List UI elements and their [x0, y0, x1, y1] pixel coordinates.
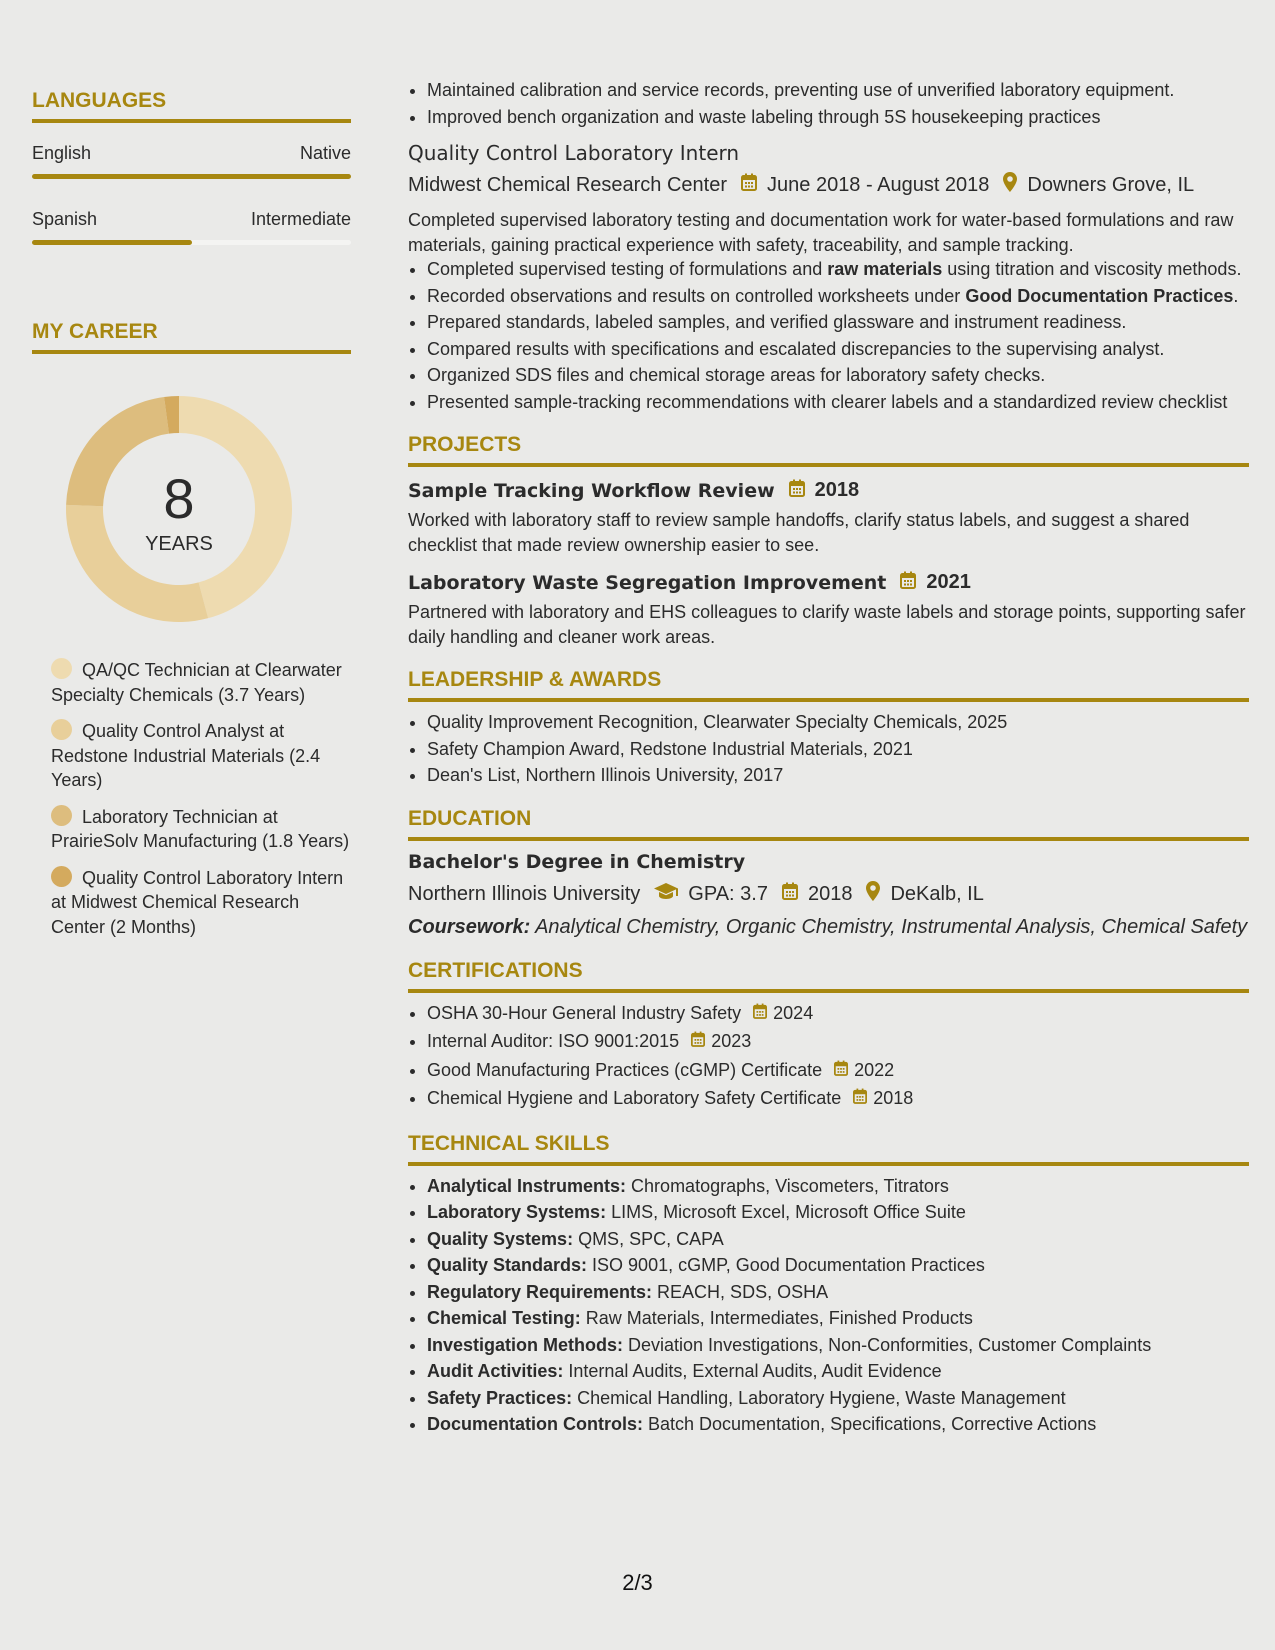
- skill-value: Chromatographs, Viscometers, Titrators: [626, 1175, 949, 1196]
- calendar-icon: [741, 173, 757, 197]
- graduation-cap-icon: [654, 882, 678, 906]
- calendar-icon: [753, 1003, 767, 1028]
- skill-label: Quality Standards:: [427, 1255, 588, 1276]
- language-name: English: [32, 143, 92, 164]
- list-item: • Quality Improvement Recognition, Clearwater Specialty Chemicals, 2025: [427, 710, 1249, 735]
- job-title: Quality Control Laboratory Intern: [408, 141, 740, 165]
- list-item: [427, 1359, 1249, 1384]
- language-proficiency-bar: [32, 174, 351, 179]
- list-item: • Presented sample-tracking recommendations with clearer labels and a standardized review checklist: [427, 390, 1249, 415]
- cert-name: Chemical Hygiene and Laboratory Safety Certificate: [427, 1088, 842, 1109]
- bullet-text: .: [1233, 285, 1239, 306]
- list-item: • Prepared standards, labeled samples, and verified glassware and instrument readiness.: [427, 310, 1249, 335]
- skill-value: Deviation Investigations, Non-Conformities, Customer Complaints: [623, 1334, 1152, 1355]
- language-item-spanish: [32, 209, 351, 230]
- skill-label: Laboratory Systems:: [427, 1202, 607, 1223]
- job-company: Midwest Chemical Research Center: [408, 173, 728, 196]
- legend-label: Laboratory Technician at PrairieSolv Manufacturing (1.8 Years): [51, 806, 350, 852]
- language-proficiency-bar: [32, 240, 351, 245]
- education-gpa: GPA: 3.7: [688, 882, 768, 905]
- section-divider: [408, 698, 1249, 702]
- certifications-section: [408, 958, 1249, 1113]
- bullet-text: Completed supervised testing of formulations and: [427, 259, 828, 279]
- education-degree: Bachelor's Degree in Chemistry: [408, 851, 746, 874]
- education-title: EDUCATION: [408, 806, 532, 830]
- previous-job-bullets: [408, 78, 1249, 129]
- education-location: DeKalb, IL: [890, 882, 984, 905]
- bullet-emphasis: Good Documentation Practices: [965, 285, 1234, 306]
- skill-label: Documentation Controls:: [427, 1414, 643, 1435]
- awards-section: [408, 667, 1249, 788]
- project-name: Laboratory Waste Segregation Improvement: [408, 571, 887, 594]
- skill-value: Chemical Handling, Laboratory Hygiene, Waste Management: [572, 1387, 1066, 1408]
- section-divider: [408, 1162, 1249, 1166]
- skills-section: [408, 1131, 1249, 1437]
- certifications-title: CERTIFICATIONS: [408, 958, 583, 982]
- list-item: [427, 1253, 1249, 1278]
- list-item: [427, 284, 1249, 309]
- list-item: [427, 1200, 1249, 1225]
- section-divider: [32, 119, 351, 123]
- awards-title: LEADERSHIP & AWARDS: [408, 668, 662, 692]
- projects-title: PROJECTS: [408, 433, 522, 456]
- skill-value: LIMS, Microsoft Excel, Microsoft Office Suite: [606, 1202, 966, 1223]
- language-proficiency-fill: [32, 240, 192, 245]
- list-item: • Dean's List, Northern Illinois University, 2017: [427, 763, 1249, 788]
- coursework-label: Coursework:: [408, 916, 531, 939]
- right-column: [408, 78, 1249, 1439]
- skill-label: Regulatory Requirements:: [427, 1281, 653, 1302]
- calendar-icon: [691, 1031, 705, 1056]
- job-summary: Completed supervised laboratory testing and documentation work for water-based formulations and raw materials, gaining practical experience with safety, traceability, and sample tracking.: [408, 210, 1234, 255]
- language-proficiency-fill: [32, 174, 351, 179]
- legend-item: [51, 658, 351, 707]
- languages-section: [32, 88, 351, 245]
- bullet-text: Recorded observations and results on controlled worksheets under: [427, 285, 966, 306]
- skill-value: ISO 9001, cGMP, Good Documentation Practices: [587, 1255, 985, 1276]
- skill-label: Chemical Testing:: [427, 1308, 581, 1329]
- skill-label: Investigation Methods:: [427, 1334, 624, 1355]
- calendar-icon: [834, 1060, 848, 1085]
- total-years-label: YEARS: [145, 533, 213, 556]
- project-year: 2021: [926, 571, 971, 594]
- certifications-list: [408, 1001, 1249, 1113]
- language-level: Native: [299, 143, 351, 164]
- list-item: [427, 1174, 1249, 1199]
- skill-label: Analytical Instruments:: [427, 1175, 627, 1196]
- education-school: Northern Illinois University: [408, 882, 641, 905]
- section-divider: [32, 350, 351, 354]
- calendar-icon: [789, 479, 805, 502]
- section-divider: [408, 463, 1249, 467]
- bullet-emphasis: raw materials: [827, 259, 943, 279]
- list-item: [427, 1086, 1249, 1113]
- skill-value: Batch Documentation, Specifications, Corrective Actions: [643, 1414, 1097, 1435]
- calendar-icon: [900, 571, 916, 594]
- skill-label: Quality Systems:: [427, 1228, 574, 1249]
- project-title: [408, 571, 1249, 594]
- career-legend: [51, 658, 351, 939]
- job-dates: June 2018 - August 2018: [767, 173, 990, 196]
- list-item: [427, 1058, 1249, 1085]
- list-item: [427, 1280, 1249, 1305]
- legend-item: [51, 805, 351, 854]
- projects-section: [408, 432, 1249, 649]
- cert-year: 2018: [873, 1088, 914, 1109]
- calendar-icon: [782, 882, 798, 906]
- legend-item: [51, 866, 351, 940]
- project-title: [408, 479, 1249, 502]
- career-title: MY CAREER: [32, 320, 158, 344]
- career-donut-chart: [66, 396, 292, 622]
- legend-item: [51, 719, 351, 793]
- legend-label: Quality Control Analyst at Redstone Industrial Materials (2.4 Years): [51, 721, 321, 791]
- cert-year: 2022: [854, 1059, 895, 1080]
- location-pin-icon: [1003, 172, 1017, 198]
- list-item: • Maintained calibration and service records, preventing use of unverified laboratory equipment.: [427, 78, 1249, 103]
- list-item: • Organized SDS files and chemical storage areas for laboratory safety checks.: [427, 363, 1249, 388]
- skills-list: [408, 1174, 1249, 1437]
- list-item: [427, 1227, 1249, 1252]
- list-item: • Safety Champion Award, Redstone Industrial Materials, 2021: [427, 737, 1249, 762]
- legend-label: Quality Control Laboratory Intern at Midwest Chemical Research Center (2 Months): [51, 867, 344, 937]
- list-item: [427, 1412, 1249, 1437]
- list-item: [427, 1001, 1249, 1028]
- education-year: 2018: [807, 882, 853, 905]
- cert-name: Internal Auditor: ISO 9001:2015: [427, 1031, 680, 1052]
- cert-year: 2023: [711, 1031, 752, 1052]
- coursework: [408, 915, 1249, 940]
- section-divider: [408, 837, 1249, 841]
- skill-value: QMS, SPC, CAPA: [573, 1228, 724, 1249]
- skill-label: Safety Practices:: [427, 1387, 573, 1408]
- job-bullets: [408, 257, 1249, 414]
- project-description: Worked with laboratory staff to review sample handoffs, clarify status labels, and suggest a shared checklist that made review ownership easier to see.: [408, 510, 1190, 555]
- section-divider: [408, 989, 1249, 993]
- project-name: Sample Tracking Workflow Review: [408, 479, 775, 502]
- location-pin-icon: [866, 881, 880, 907]
- skill-value: Raw Materials, Intermediates, Finished Products: [580, 1308, 973, 1329]
- calendar-icon: [853, 1088, 867, 1113]
- legend-label: QA/QC Technician at Clearwater Specialty Chemicals (3.7 Years): [51, 660, 342, 705]
- list-item: [427, 1029, 1249, 1056]
- legend-swatch: [51, 805, 72, 826]
- career-section: [32, 319, 351, 939]
- bullet-text: using titration and viscosity methods.: [942, 259, 1242, 279]
- list-item: [427, 257, 1249, 282]
- list-item: [427, 1386, 1249, 1411]
- education-section: [408, 806, 1249, 940]
- legend-swatch: [51, 719, 72, 740]
- education-meta: [408, 881, 1249, 907]
- skill-label: Audit Activities:: [427, 1361, 564, 1382]
- language-level: Intermediate: [250, 209, 351, 230]
- list-item: [427, 1306, 1249, 1331]
- experience-section: [408, 78, 1249, 414]
- job-location: Downers Grove, IL: [1027, 173, 1195, 196]
- job-meta: [408, 172, 1249, 198]
- skill-value: REACH, SDS, OSHA: [652, 1281, 829, 1302]
- legend-swatch: [51, 866, 72, 887]
- total-years-value: 8: [163, 467, 195, 531]
- languages-title: LANGUAGES: [32, 89, 167, 112]
- list-item: [427, 1333, 1249, 1358]
- coursework-list: Analytical Chemistry, Organic Chemistry, Instrumental Analysis, Chemical Safety: [530, 916, 1248, 939]
- legend-swatch: [51, 658, 72, 679]
- cert-name: OSHA 30-Hour General Industry Safety: [427, 1002, 742, 1023]
- language-name: Spanish: [32, 209, 98, 230]
- cert-year: 2024: [773, 1002, 814, 1023]
- left-column: [32, 88, 351, 951]
- donut-center: [66, 396, 292, 556]
- language-item-english: [32, 143, 351, 164]
- list-item: • Improved bench organization and waste labeling through 5S housekeeping practices: [427, 105, 1249, 130]
- page-number: 2/3: [622, 1570, 653, 1595]
- skill-value: Internal Audits, External Audits, Audit Evidence: [563, 1361, 942, 1382]
- awards-list: [408, 710, 1249, 788]
- project-description: Partnered with laboratory and EHS colleagues to clarify waste labels and storage points, supporting safer daily handling and cleaner work areas.: [408, 602, 1246, 647]
- project-year: 2018: [814, 479, 860, 502]
- skills-title: TECHNICAL SKILLS: [408, 1131, 610, 1155]
- list-item: • Compared results with specifications and escalated discrepancies to the supervising analyst.: [427, 337, 1249, 362]
- cert-name: Good Manufacturing Practices (cGMP) Certificate: [427, 1059, 823, 1080]
